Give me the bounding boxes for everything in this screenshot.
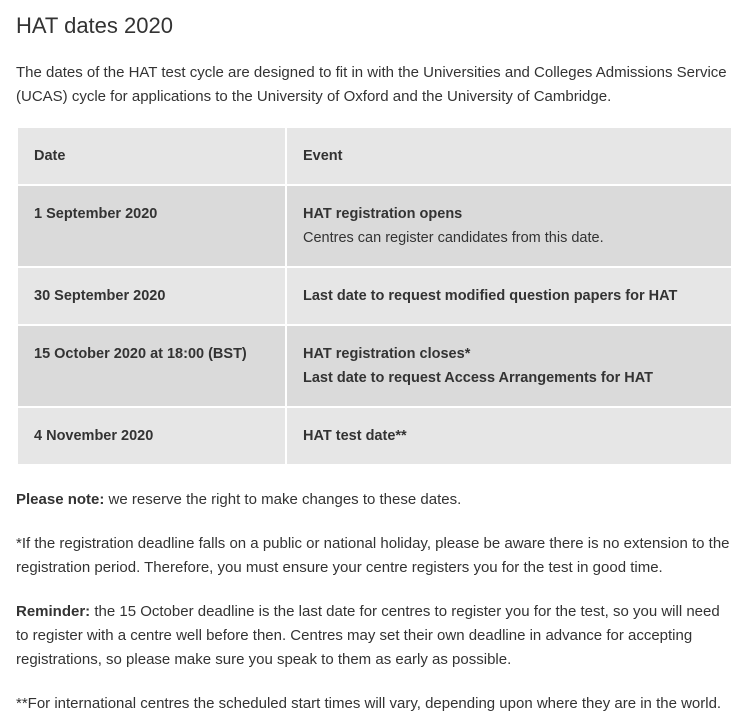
event-note: Centres can register candidates from this date. [303, 230, 604, 246]
table-row [17, 267, 732, 325]
reminder-text: the 15 October deadline is the last date for centres to register you for the test, so you will need to register with a centre well before then. Centres may set their own deadline in advance for accepting registrations, so please make sure you speak to them as early as possible. [16, 603, 720, 668]
date-text: 1 September 2020 [34, 206, 158, 222]
footnote-international: **For international centres the scheduled start times will vary, depending upon where they are in the world. [16, 695, 722, 712]
event-text: HAT test date** [303, 428, 407, 444]
header-event: Event [286, 127, 732, 185]
date-text: 30 September 2020 [34, 288, 166, 304]
reminder-label: Reminder: [16, 603, 91, 620]
row-date [17, 185, 286, 267]
page-title: HAT dates 2020 [16, 13, 173, 38]
row-date [17, 325, 286, 407]
event-text: Last date to request modified question papers for HAT [303, 288, 678, 304]
date-text: 15 October 2020 at 18:00 (BST) [34, 346, 247, 362]
row-event [286, 325, 732, 407]
table-row [17, 407, 732, 465]
intro-paragraph: The dates of the HAT test cycle are designed to fit in with the Universities and Colleges Admissions Service (UCAS) cycle for applications to the University of Oxford and the University of Cambridge. [16, 64, 727, 105]
please-note-text: we reserve the right to make changes to these dates. [104, 491, 462, 508]
row-event [286, 267, 732, 325]
reminder-paragraph [16, 600, 732, 672]
date-text: 4 November 2020 [34, 428, 154, 444]
table-row [17, 185, 732, 267]
please-note-label: Please note: [16, 491, 105, 508]
table-header-row [17, 127, 732, 185]
dates-table [16, 126, 733, 466]
header-date: Date [17, 127, 286, 185]
event-text: HAT registration closes* [303, 346, 471, 362]
table-row [17, 325, 732, 407]
row-event [286, 407, 732, 465]
row-date [17, 267, 286, 325]
event-text: Last date to request Access Arrangements for HAT [303, 370, 653, 386]
row-event [286, 185, 732, 267]
footnote-holiday: *If the registration deadline falls on a public or national holiday, please be aware there is no extension to the registration period. Therefore, you must ensure your centre registers you for the test in good time. [16, 535, 730, 576]
row-date [17, 407, 286, 465]
please-note-paragraph [16, 488, 732, 512]
event-text: HAT registration opens [303, 206, 463, 222]
